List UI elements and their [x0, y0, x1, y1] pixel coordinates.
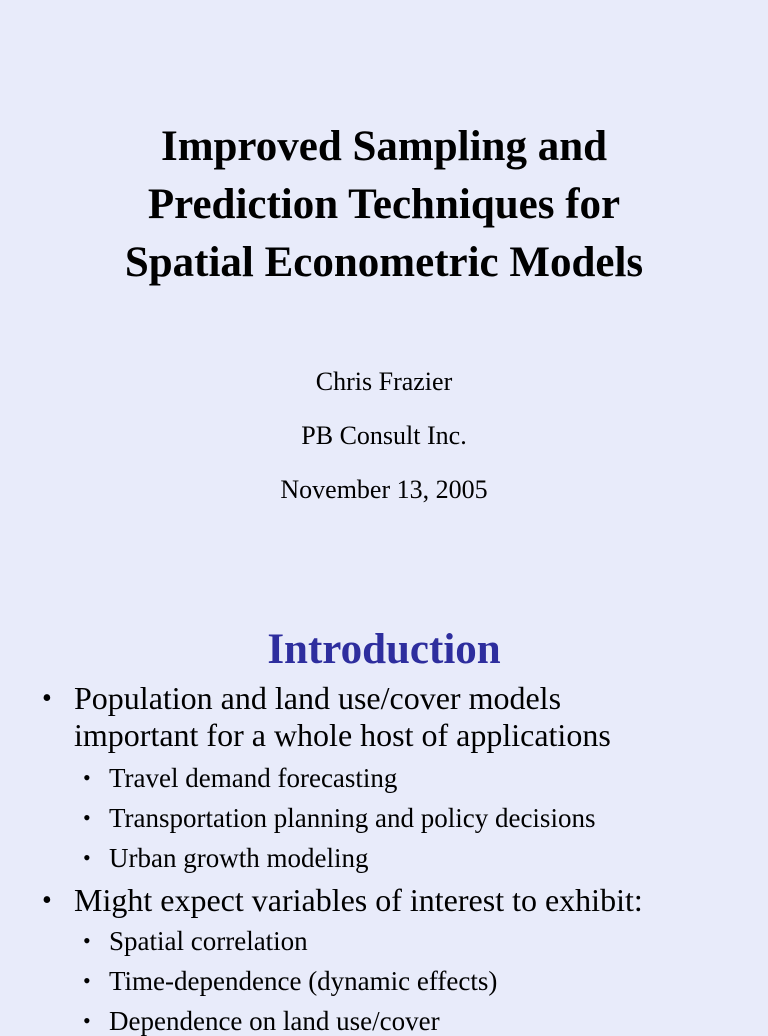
- sub-bullet-glyph: •: [83, 1008, 91, 1033]
- bullet-glyph: •: [42, 885, 52, 916]
- sub-bullet-text: Dependence on land use/cover: [109, 1006, 440, 1036]
- sub-bullet-text: Spatial correlation: [109, 926, 308, 956]
- sub-bullet-text: Transportation planning and policy decisions: [109, 803, 596, 833]
- sub-bullet-glyph: •: [83, 765, 91, 790]
- sub-bullet-glyph: •: [83, 845, 91, 870]
- bullet-text-line-1: Population and land use/cover models: [74, 680, 562, 716]
- organization-name: PB Consult Inc.: [301, 421, 467, 450]
- sub-bullet-text: Urban growth modeling: [109, 843, 369, 873]
- bullet-text: Might expect variables of interest to exhibit:: [74, 882, 643, 918]
- title-line-2: Prediction Techniques for: [147, 181, 621, 228]
- author-name: Chris Frazier: [315, 367, 453, 396]
- slide-heading: Introduction: [267, 626, 501, 673]
- presentation-title: [0, 118, 768, 292]
- bullet-text: [74, 680, 734, 754]
- sub-bullet-text: Travel demand forecasting: [109, 763, 398, 793]
- bullet-glyph: •: [42, 683, 52, 714]
- presentation-date: November 13, 2005: [280, 475, 488, 504]
- sub-bullet-glyph: •: [83, 805, 91, 830]
- sub-bullet-glyph: •: [83, 968, 91, 993]
- introduction-slide: [0, 600, 768, 1036]
- bullet-text-line-2: important for a whole host of applications: [74, 717, 611, 753]
- title-line-1: Improved Sampling and: [160, 123, 608, 170]
- sub-bullet-text: Time-dependence (dynamic effects): [109, 966, 498, 996]
- sub-bullet-glyph: •: [83, 928, 91, 953]
- title-line-3: Spatial Econometric Models: [124, 239, 644, 286]
